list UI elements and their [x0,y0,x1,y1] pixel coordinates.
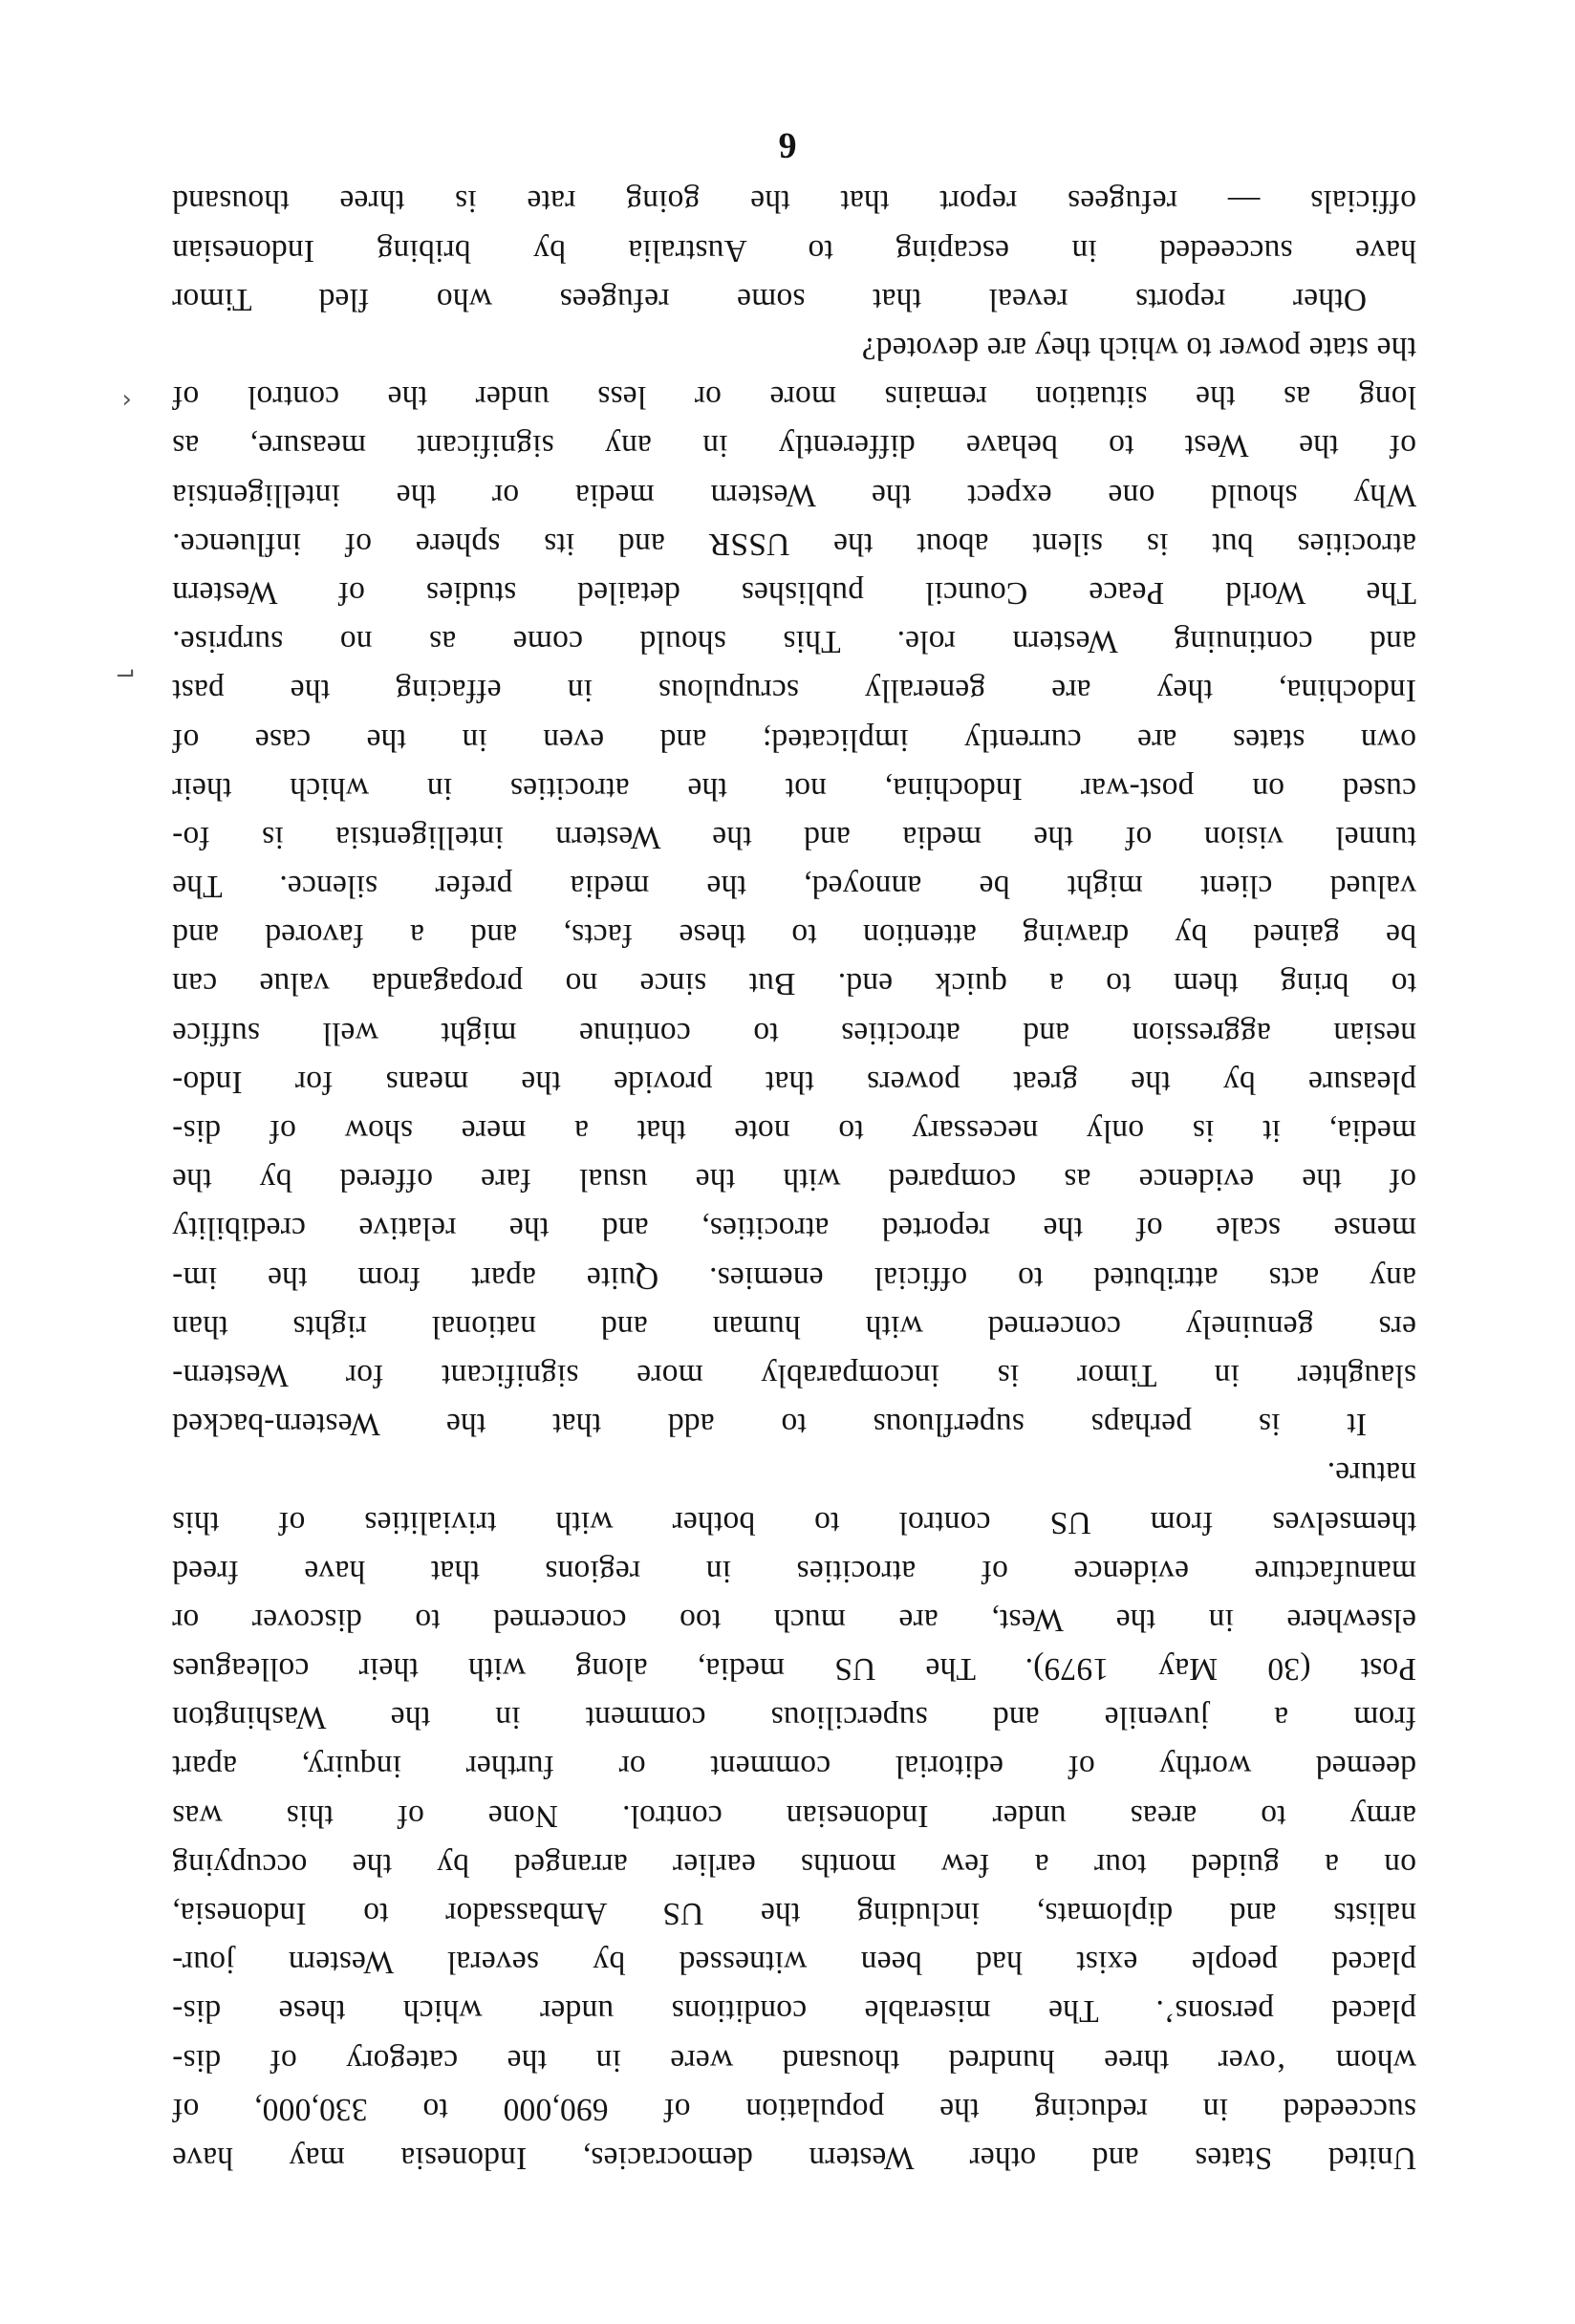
text-line: whom ‘over three hundred thousand were in the category of dis- [172,2042,1416,2078]
text-line: and continuing Western role. This should come as no surprise. [172,624,1416,660]
text-line: mense scale of the reported atrocities, and the relative credibility [172,1211,1416,1247]
page-number: 6 [778,125,797,165]
text-line: manufacture evidence of atrocities in regions that have freed [172,1553,1416,1589]
text-line: cused on post-war Indochina, not the atrocities in which their [172,770,1416,807]
text-line: Indochina, they are generally scrupulous in effacing the past [172,673,1416,709]
text-line: valued client might be annoyed, the media prefer silence. The [172,869,1416,905]
text-line: Post (30 May 1979). The US media, along with their colleagues [172,1651,1416,1688]
text-line: tunnel vision of the media and the Western intelligentsia is fo- [172,819,1416,855]
text-line: slaughter in Timor is incomparably more significant for Western- [172,1358,1416,1393]
text-line: placed persons’. The miserable conditions under which these dis- [172,1993,1416,2030]
text-line: nalists and diplomats, including the US Ambassador to Indonesia, [172,1896,1416,1932]
text-line: media, it is only necessary to note that a mere show of dis- [172,1113,1416,1150]
text-line: The World Peace Council publishes detailed studies of Western [172,575,1416,611]
text-line: to bring them to a quick end. But since no propaganda value can [172,966,1416,1002]
text-line: army to areas under Indonesian control. None of this was [172,1797,1416,1834]
text-line: deemed worthy of editorial comment or further inquiry, apart [172,1749,1416,1785]
body-text [172,177,1416,2183]
text-line: themselves from US control to bother with trivialities of this [172,1504,1416,1540]
text-line: on a guided tour a few months earlier arranged by the occupying [172,1846,1416,1883]
text-line: long as the situation remains more or less under the control of [172,379,1416,416]
paragraph [172,177,1416,324]
paragraph [172,1449,1416,2183]
text-line: elsewhere in the West, are much too concerned to discover or [172,1602,1416,1638]
text-line: have succeeded in escaping to Australia by bribing Indonesian [172,232,1416,269]
text-line: pleasure by the great powers that provide the means for Indo- [172,1064,1416,1100]
paragraph [172,324,1416,1449]
text-line: Why should one expect the Western media or the intelligentsia [172,477,1416,513]
text-line: United States and other Western democracies, Indonesia may have [172,2141,1416,2176]
text-line: nature. [1327,1455,1416,1492]
margin-tick-mark: ‹ [121,386,132,415]
text-line: atrocities but is silent about the USSR and its sphere of influence. [172,526,1416,562]
text-line: own states are currently implicated; and even in the case of [172,721,1416,758]
text-line: any acts attributed to official enemies. Quite apart from the im- [172,1259,1416,1296]
text-line: of the evidence as compared with the usual fare offered by the [172,1162,1416,1198]
text-line: Other reports reveal that some refugees who fled Timor [172,281,1367,317]
text-line: be gained by drawing attention to these facts, and a favored and [172,917,1416,954]
text-line: succeeded in reducing the population of 690,000 to 330,000, of [172,2091,1416,2127]
text-line: officials — refugees report that the going rate is three thousand [172,183,1416,220]
text-line: nesian aggression and atrocities to continue might well suffice [172,1015,1416,1051]
text-line: It is perhaps superfluous to add that the Western-backed [172,1407,1367,1443]
margin-tick-mark: ⌐ [115,659,136,688]
text-line: of the West to behave differently in any significant measure, as [172,428,1416,464]
text-line: placed people exist had been witnessed by several Western jour- [172,1945,1416,1981]
text-line: from a juvenile and supercilious comment in the Washington [172,1700,1416,1736]
text-line: the state power to which they are devoted? [861,331,1416,367]
text-line: ers genuinely concerned with human and national rights than [172,1308,1416,1345]
